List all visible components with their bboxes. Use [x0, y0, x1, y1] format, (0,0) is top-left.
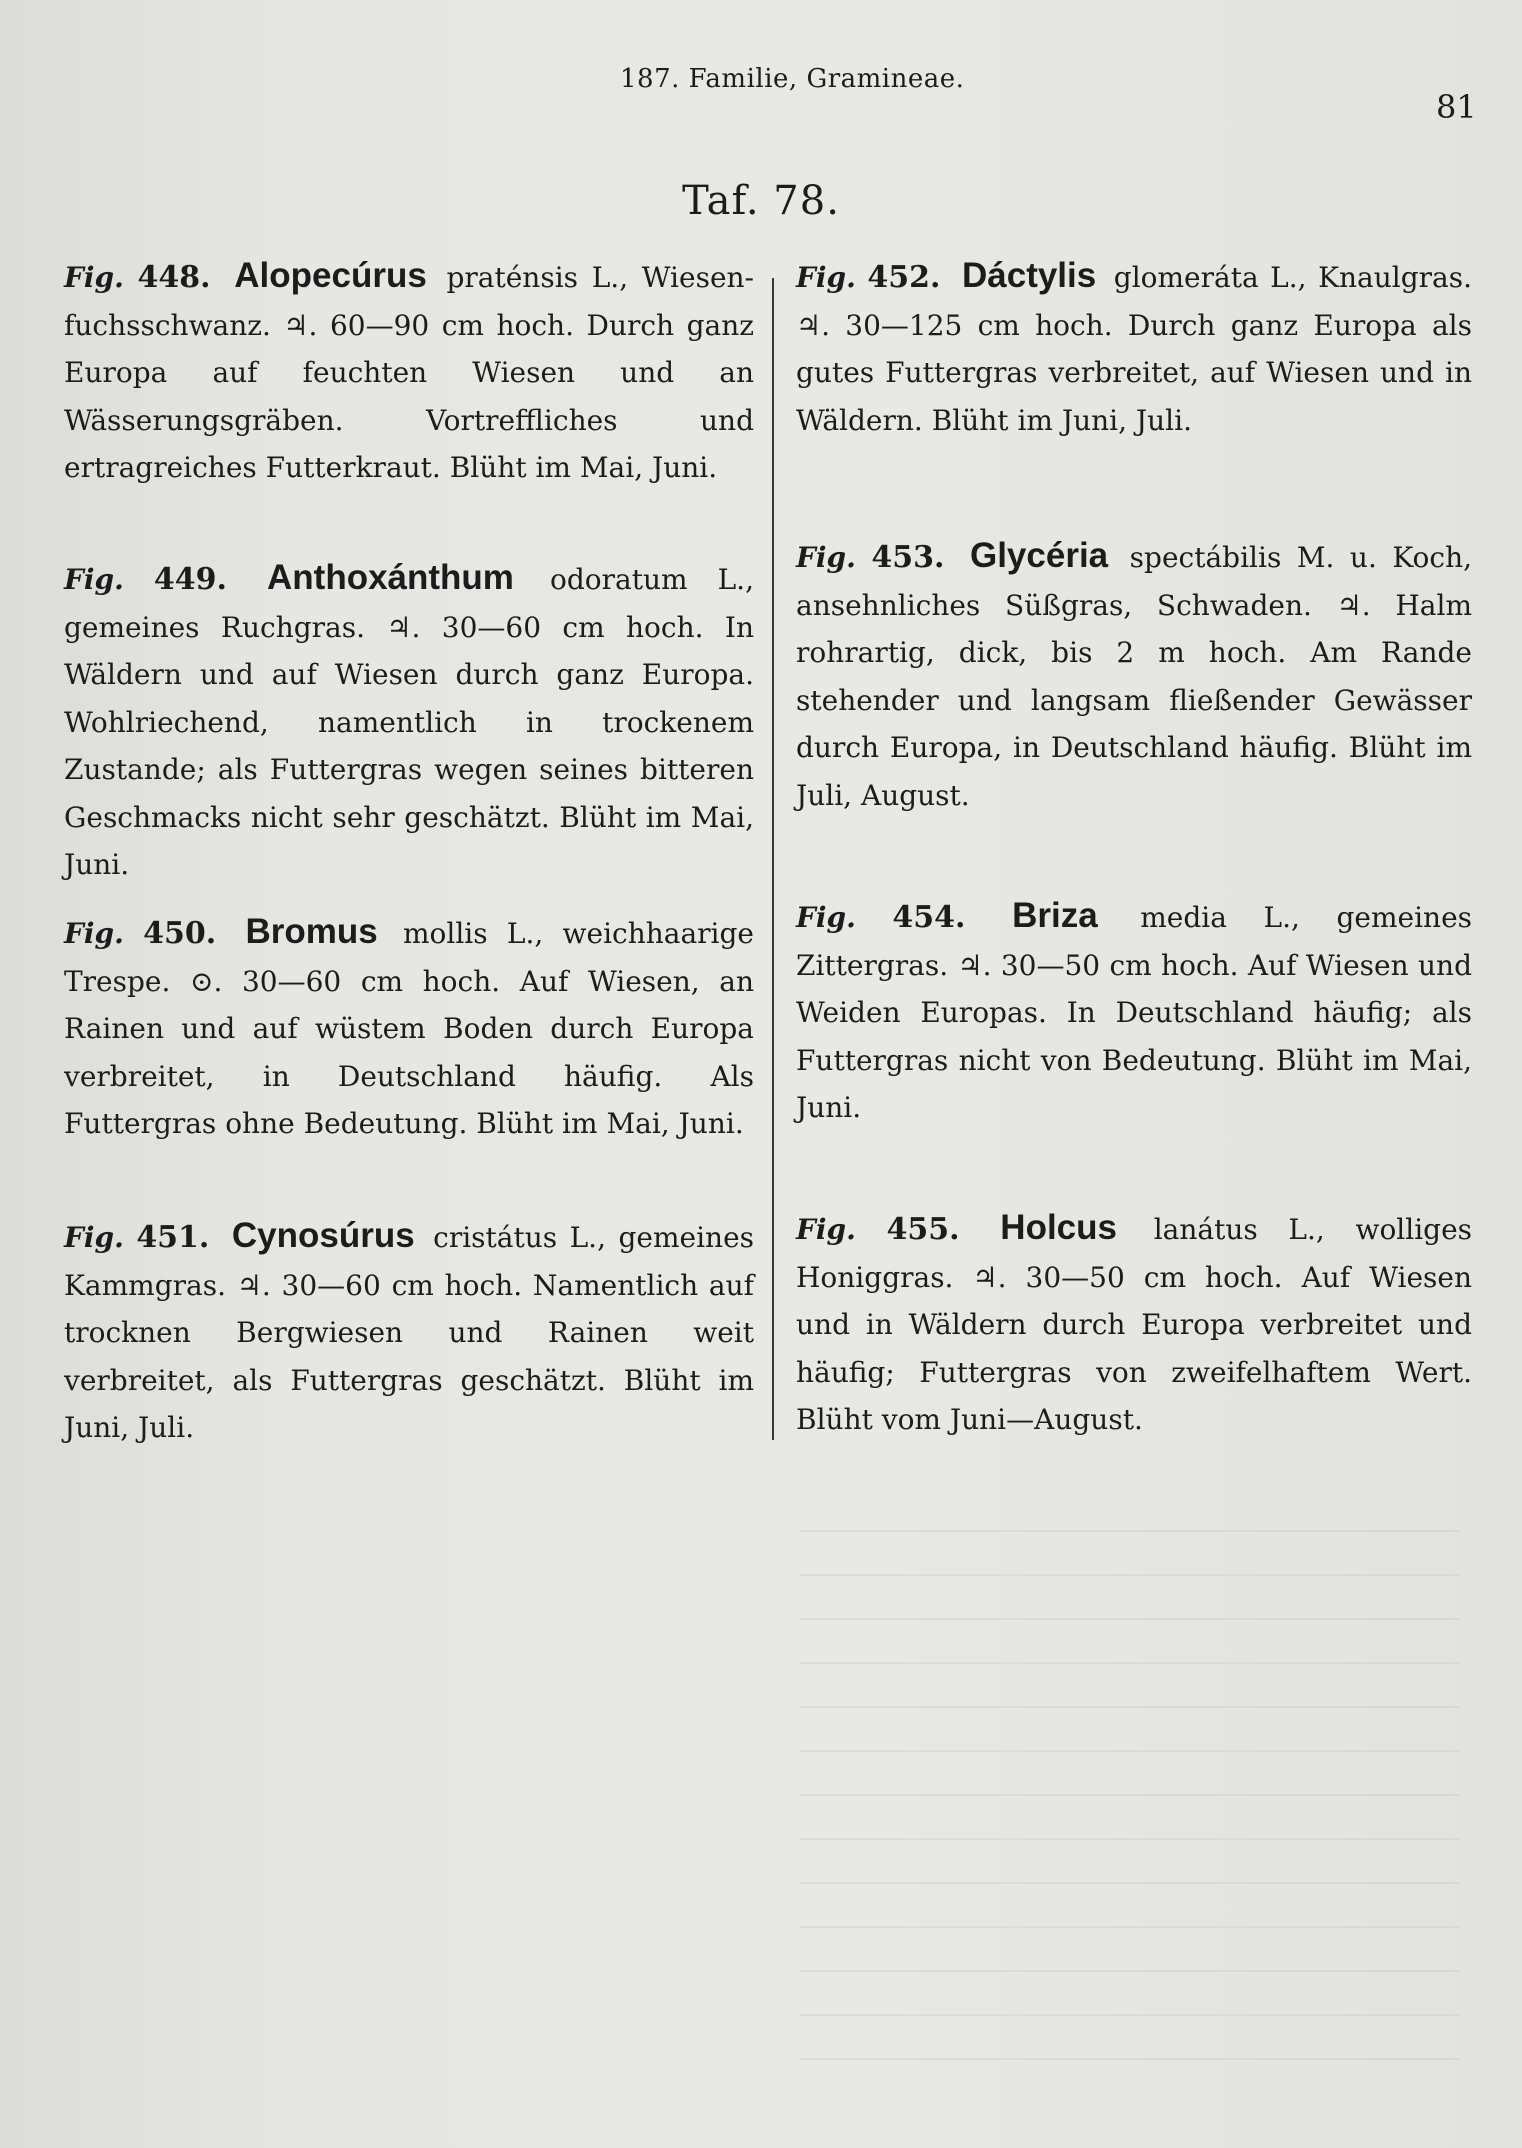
entry-description: weichhaarige Trespe. ⊙. 30—60 cm hoch. Auf Wiesen, an Rainen und auf wüstem Boden durch Europa verbreitet, in Deutschland häufig. Als Futtergras ohne Bedeutung. Blüht im Mai, Juni. — [64, 917, 754, 1140]
species-name: spectábilis M. u. Koch, — [1129, 541, 1473, 574]
entry-fig-448 — [64, 252, 754, 492]
entry-description: gemeines Zittergras. ♃. 30—50 cm hoch. Auf Wiesen und Weiden Europas. In Deutschland häufig; als Futtergras nicht von Bedeutung. Blüht im Mai, Juni. — [796, 901, 1473, 1124]
fig-number: 453. — [871, 540, 945, 575]
genus-name: Briza — [1012, 896, 1098, 935]
genus-name: Alopecúrus — [234, 256, 427, 295]
entry-fig-453 — [796, 532, 1472, 819]
genus-name: Dáctylis — [961, 256, 1097, 295]
genus-name: Bromus — [245, 912, 378, 951]
entry-description: Wiesen-fuchsschwanz. ♃. 60—90 cm hoch. Durch ganz Europa auf feuchten Wiesen und an Wässerungsgräben. Vortreffliches und ertragreiches Futterkraut. Blüht im Mai, Juni. — [64, 261, 755, 484]
genus-name: Holcus — [1000, 1208, 1117, 1247]
entry-description: gemeines Ruchgras. ♃. 30—60 cm hoch. In Wäldern und auf Wiesen durch ganz Europa. Wohlriechend, namentlich in trockenem Zustande; als Futtergras wegen seines bitteren Geschmacks nicht sehr geschätzt. Blüht im Mai, Juni. — [64, 610, 754, 881]
show-through-texture — [800, 1500, 1460, 2060]
entry-fig-451 — [64, 1212, 754, 1452]
fig-number: 455. — [886, 1212, 960, 1247]
page-header — [0, 58, 1522, 126]
species-name: lanátus L., — [1153, 1213, 1325, 1246]
fig-number: 450. — [143, 916, 217, 951]
fig-number: 452. — [867, 260, 941, 295]
entry-fig-449 — [64, 554, 754, 889]
species-name: mollis L., — [402, 917, 544, 950]
species-name: cristátus L., — [433, 1221, 606, 1254]
entry-fig-454 — [796, 892, 1472, 1132]
entry-fig-455 — [796, 1204, 1472, 1444]
genus-name: Cynosúrus — [231, 1216, 415, 1255]
fig-number: 449. — [153, 562, 227, 597]
species-name: media L., — [1140, 901, 1300, 934]
fig-label: Fig. — [796, 901, 856, 934]
page-number: 81 — [1436, 88, 1477, 126]
entry-description: wolliges Honiggras. ♃. 30—50 cm hoch. Auf Wiesen und in Wäldern durch Europa verbreitet und häufig; Futtergras von zweifelhaftem Wert. Blüht vom Juni—August. — [796, 1213, 1473, 1436]
species-name: odoratum L., — [549, 563, 754, 596]
fig-number: 448. — [137, 260, 211, 295]
entry-description: ansehnliches Süßgras, Schwaden. ♃. Halm rohrartig, dick, bis 2 m hoch. Am Rande stehender und langsam fließender Gewässer durch Europa, in Deutschland häufig. Blüht im Juli, August. — [796, 588, 1472, 812]
fig-label: Fig. — [796, 541, 856, 574]
fig-label: Fig. — [796, 261, 856, 294]
entry-fig-452 — [796, 252, 1472, 444]
entry-description: Knaulgras. ♃. 30—125 cm hoch. Durch ganz Europa als gutes Futtergras verbreitet, auf Wiesen und in Wäldern. Blüht im Juni, Juli. — [796, 261, 1473, 437]
column-divider — [772, 278, 774, 1440]
species-name: glomeráta L., — [1113, 261, 1307, 294]
fig-label: Fig. — [64, 917, 124, 950]
entry-fig-450 — [64, 908, 754, 1148]
species-name: praténsis L., — [446, 261, 629, 294]
fig-label: Fig. — [64, 1221, 124, 1254]
fig-label: Fig. — [64, 563, 124, 596]
entry-description: gemeines Kammgras. ♃. 30—60 cm hoch. Namentlich auf trocknen Bergwiesen und Rainen weit verbreitet, als Futtergras geschätzt. Blüht im Juni, Juli. — [64, 1221, 755, 1444]
genus-name: Anthoxánthum — [267, 558, 514, 597]
fig-number: 454. — [892, 900, 966, 935]
running-head: 187. Familie, Gramineae. — [620, 64, 965, 94]
genus-name: Glycéria — [969, 536, 1109, 575]
fig-number: 451. — [136, 1220, 210, 1255]
fig-label: Fig. — [796, 1213, 856, 1246]
fig-label: Fig. — [64, 261, 124, 294]
plate-title: Taf. 78. — [682, 178, 840, 224]
